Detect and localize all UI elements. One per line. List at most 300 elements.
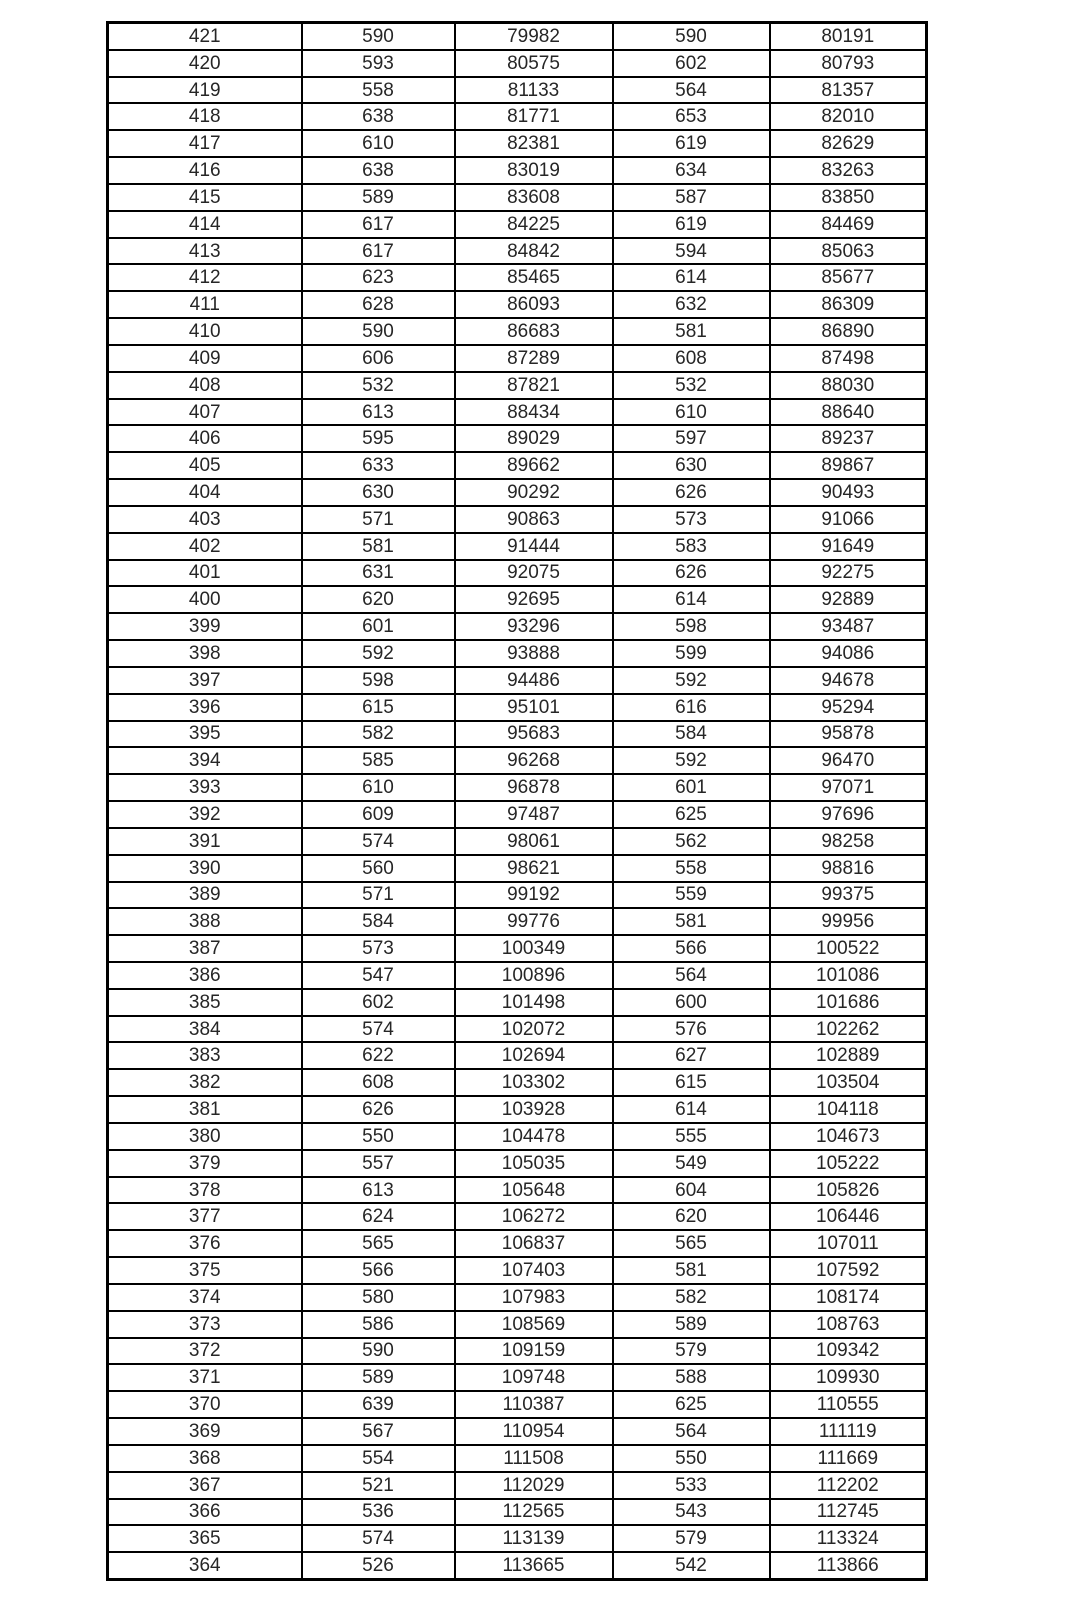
cell-cumulative-b: 99375 — [770, 882, 927, 909]
cell-cumulative-a: 81771 — [455, 103, 613, 130]
cell-cumulative-b: 111669 — [770, 1445, 927, 1472]
cell-count-a: 560 — [302, 855, 455, 882]
table-row — [108, 533, 927, 560]
cell-count-a: 595 — [302, 425, 455, 452]
cell-count-a: 628 — [302, 291, 455, 318]
cell-cumulative-a: 88434 — [455, 399, 613, 426]
table-row — [108, 77, 927, 104]
cell-count-b: 608 — [613, 345, 770, 372]
cell-cumulative-a: 103928 — [455, 1096, 613, 1123]
cell-cumulative-a: 90292 — [455, 479, 613, 506]
cell-cumulative-a: 86683 — [455, 318, 613, 345]
cell-count-b: 587 — [613, 184, 770, 211]
cell-count-a: 617 — [302, 238, 455, 265]
cell-cumulative-a: 109159 — [455, 1338, 613, 1365]
cell-cumulative-b: 98816 — [770, 855, 927, 882]
cell-cumulative-a: 112029 — [455, 1472, 613, 1499]
cell-cumulative-b: 112202 — [770, 1472, 927, 1499]
cell-score: 391 — [108, 828, 302, 855]
cell-count-b: 584 — [613, 721, 770, 748]
cell-count-b: 579 — [613, 1338, 770, 1365]
cell-cumulative-a: 94486 — [455, 667, 613, 694]
cell-count-b: 604 — [613, 1177, 770, 1204]
cell-count-a: 592 — [302, 640, 455, 667]
cell-count-a: 532 — [302, 372, 455, 399]
table-row — [108, 372, 927, 399]
cell-cumulative-b: 101686 — [770, 989, 927, 1016]
cell-count-a: 626 — [302, 1096, 455, 1123]
cell-score: 407 — [108, 399, 302, 426]
cell-cumulative-a: 99776 — [455, 908, 613, 935]
cell-cumulative-b: 103504 — [770, 1069, 927, 1096]
cell-cumulative-a: 89029 — [455, 425, 613, 452]
cell-count-a: 584 — [302, 908, 455, 935]
cell-score: 367 — [108, 1472, 302, 1499]
table-row — [108, 721, 927, 748]
cell-cumulative-a: 92075 — [455, 560, 613, 587]
cell-score: 369 — [108, 1418, 302, 1445]
cell-count-b: 592 — [613, 667, 770, 694]
cell-count-a: 609 — [302, 801, 455, 828]
table-row — [108, 1311, 927, 1338]
table-row — [108, 586, 927, 613]
cell-count-a: 521 — [302, 1472, 455, 1499]
cell-score: 398 — [108, 640, 302, 667]
table-row — [108, 908, 927, 935]
cell-count-a: 536 — [302, 1499, 455, 1526]
cell-cumulative-b: 88640 — [770, 399, 927, 426]
cell-cumulative-b: 92275 — [770, 560, 927, 587]
cell-score: 392 — [108, 801, 302, 828]
cell-cumulative-b: 81357 — [770, 77, 927, 104]
cell-count-a: 589 — [302, 184, 455, 211]
table-row — [108, 479, 927, 506]
cell-cumulative-b: 100522 — [770, 935, 927, 962]
cell-cumulative-a: 107983 — [455, 1284, 613, 1311]
table-row — [108, 238, 927, 265]
cell-cumulative-a: 96878 — [455, 774, 613, 801]
cell-cumulative-a: 105648 — [455, 1177, 613, 1204]
cell-count-b: 549 — [613, 1150, 770, 1177]
cell-cumulative-b: 83263 — [770, 157, 927, 184]
cell-cumulative-b: 97071 — [770, 774, 927, 801]
cell-cumulative-b: 109342 — [770, 1338, 927, 1365]
cell-cumulative-b: 85063 — [770, 238, 927, 265]
cell-count-a: 615 — [302, 694, 455, 721]
cell-cumulative-a: 95101 — [455, 694, 613, 721]
table-row — [108, 264, 927, 291]
cell-cumulative-a: 102694 — [455, 1042, 613, 1069]
cell-count-b: 626 — [613, 479, 770, 506]
cell-cumulative-a: 92695 — [455, 586, 613, 613]
cell-cumulative-b: 107592 — [770, 1257, 927, 1284]
cell-count-b: 565 — [613, 1230, 770, 1257]
cell-score: 379 — [108, 1150, 302, 1177]
cell-count-b: 614 — [613, 1096, 770, 1123]
cell-cumulative-b: 91066 — [770, 506, 927, 533]
cell-count-b: 550 — [613, 1445, 770, 1472]
cell-cumulative-a: 86093 — [455, 291, 613, 318]
cell-count-a: 557 — [302, 1150, 455, 1177]
cell-count-b: 653 — [613, 103, 770, 130]
cell-cumulative-b: 110555 — [770, 1391, 927, 1418]
table-row — [108, 103, 927, 130]
cell-score: 386 — [108, 962, 302, 989]
cell-score: 388 — [108, 908, 302, 935]
cell-count-b: 594 — [613, 238, 770, 265]
cell-score: 395 — [108, 721, 302, 748]
cell-score: 394 — [108, 747, 302, 774]
cell-count-a: 624 — [302, 1203, 455, 1230]
cell-count-a: 613 — [302, 1177, 455, 1204]
cell-count-b: 582 — [613, 1284, 770, 1311]
cell-cumulative-a: 112565 — [455, 1499, 613, 1526]
cell-cumulative-b: 82010 — [770, 103, 927, 130]
cell-score: 416 — [108, 157, 302, 184]
cell-cumulative-a: 82381 — [455, 130, 613, 157]
table-row — [108, 291, 927, 318]
cell-cumulative-b: 104118 — [770, 1096, 927, 1123]
table-row — [108, 1364, 927, 1391]
cell-cumulative-b: 105826 — [770, 1177, 927, 1204]
cell-count-b: 619 — [613, 130, 770, 157]
table-row — [108, 694, 927, 721]
cell-cumulative-b: 80793 — [770, 50, 927, 77]
cell-score: 368 — [108, 1445, 302, 1472]
cell-count-b: 599 — [613, 640, 770, 667]
cell-count-b: 532 — [613, 372, 770, 399]
cell-cumulative-b: 102889 — [770, 1042, 927, 1069]
cell-cumulative-b: 105222 — [770, 1150, 927, 1177]
cell-count-b: 601 — [613, 774, 770, 801]
cell-cumulative-a: 109748 — [455, 1364, 613, 1391]
cell-cumulative-a: 95683 — [455, 721, 613, 748]
cell-count-b: 602 — [613, 50, 770, 77]
cell-cumulative-a: 105035 — [455, 1150, 613, 1177]
cell-score: 374 — [108, 1284, 302, 1311]
cell-count-a: 558 — [302, 77, 455, 104]
cell-cumulative-a: 111508 — [455, 1445, 613, 1472]
cell-count-a: 617 — [302, 211, 455, 238]
cell-count-a: 639 — [302, 1391, 455, 1418]
table-row — [108, 640, 927, 667]
cell-cumulative-a: 83019 — [455, 157, 613, 184]
cell-score: 389 — [108, 882, 302, 909]
cell-score: 371 — [108, 1364, 302, 1391]
cell-count-b: 625 — [613, 801, 770, 828]
table-row — [108, 801, 927, 828]
cell-cumulative-b: 85677 — [770, 264, 927, 291]
cell-count-a: 566 — [302, 1257, 455, 1284]
cell-score: 397 — [108, 667, 302, 694]
cell-score: 409 — [108, 345, 302, 372]
cell-count-b: 592 — [613, 747, 770, 774]
cell-score: 384 — [108, 1016, 302, 1043]
table-row — [108, 855, 927, 882]
cell-cumulative-a: 110387 — [455, 1391, 613, 1418]
cell-count-b: 558 — [613, 855, 770, 882]
cell-cumulative-b: 109930 — [770, 1364, 927, 1391]
table-row — [108, 1552, 927, 1579]
cell-cumulative-a: 85465 — [455, 264, 613, 291]
cell-cumulative-a: 97487 — [455, 801, 613, 828]
cell-cumulative-a: 87289 — [455, 345, 613, 372]
table-row — [108, 1150, 927, 1177]
table-row — [108, 1338, 927, 1365]
table-row — [108, 1177, 927, 1204]
cell-cumulative-a: 93888 — [455, 640, 613, 667]
table-row — [108, 882, 927, 909]
cell-cumulative-b: 102262 — [770, 1016, 927, 1043]
table-row — [108, 1472, 927, 1499]
cell-cumulative-b: 86309 — [770, 291, 927, 318]
cell-cumulative-b: 95294 — [770, 694, 927, 721]
cell-cumulative-b: 88030 — [770, 372, 927, 399]
cell-score: 381 — [108, 1096, 302, 1123]
cell-score: 408 — [108, 372, 302, 399]
cell-count-b: 590 — [613, 23, 770, 50]
table-row — [108, 613, 927, 640]
cell-score: 382 — [108, 1069, 302, 1096]
cell-count-a: 589 — [302, 1364, 455, 1391]
table-row — [108, 774, 927, 801]
cell-score: 411 — [108, 291, 302, 318]
cell-count-a: 573 — [302, 935, 455, 962]
cell-count-b: 576 — [613, 1016, 770, 1043]
cell-cumulative-b: 113324 — [770, 1525, 927, 1552]
cell-count-b: 627 — [613, 1042, 770, 1069]
cell-count-b: 562 — [613, 828, 770, 855]
cell-score: 377 — [108, 1203, 302, 1230]
cell-score: 365 — [108, 1525, 302, 1552]
cell-score: 420 — [108, 50, 302, 77]
cell-cumulative-b: 83850 — [770, 184, 927, 211]
cell-cumulative-b: 112745 — [770, 1499, 927, 1526]
cell-count-a: 631 — [302, 560, 455, 587]
cell-cumulative-b: 94086 — [770, 640, 927, 667]
cell-count-a: 590 — [302, 1338, 455, 1365]
cell-count-b: 588 — [613, 1364, 770, 1391]
cell-cumulative-a: 81133 — [455, 77, 613, 104]
cell-cumulative-a: 106272 — [455, 1203, 613, 1230]
cell-count-b: 630 — [613, 452, 770, 479]
cell-score: 401 — [108, 560, 302, 587]
cell-count-b: 564 — [613, 77, 770, 104]
cell-count-b: 581 — [613, 318, 770, 345]
cell-score: 414 — [108, 211, 302, 238]
cell-cumulative-a: 108569 — [455, 1311, 613, 1338]
cell-count-a: 554 — [302, 1445, 455, 1472]
cell-count-b: 581 — [613, 908, 770, 935]
cell-score: 393 — [108, 774, 302, 801]
cell-count-b: 614 — [613, 264, 770, 291]
cell-count-a: 638 — [302, 157, 455, 184]
cell-count-a: 590 — [302, 318, 455, 345]
cell-count-b: 615 — [613, 1069, 770, 1096]
cell-count-a: 574 — [302, 828, 455, 855]
cell-cumulative-b: 86890 — [770, 318, 927, 345]
cell-count-b: 533 — [613, 1472, 770, 1499]
table-row — [108, 184, 927, 211]
score-segment-table — [106, 21, 928, 1581]
cell-score: 419 — [108, 77, 302, 104]
cell-count-a: 574 — [302, 1525, 455, 1552]
cell-count-a: 623 — [302, 264, 455, 291]
cell-count-b: 597 — [613, 425, 770, 452]
cell-cumulative-b: 107011 — [770, 1230, 927, 1257]
table-row — [108, 560, 927, 587]
cell-cumulative-b: 91649 — [770, 533, 927, 560]
cell-count-b: 542 — [613, 1552, 770, 1579]
cell-cumulative-a: 100896 — [455, 962, 613, 989]
table-row — [108, 989, 927, 1016]
cell-cumulative-b: 96470 — [770, 747, 927, 774]
cell-cumulative-b: 89237 — [770, 425, 927, 452]
cell-count-a: 633 — [302, 452, 455, 479]
cell-cumulative-a: 96268 — [455, 747, 613, 774]
cell-cumulative-b: 92889 — [770, 586, 927, 613]
cell-score: 380 — [108, 1123, 302, 1150]
cell-cumulative-b: 95878 — [770, 721, 927, 748]
cell-count-b: 589 — [613, 1311, 770, 1338]
cell-cumulative-a: 98061 — [455, 828, 613, 855]
cell-count-a: 581 — [302, 533, 455, 560]
cell-count-a: 571 — [302, 506, 455, 533]
cell-count-a: 598 — [302, 667, 455, 694]
cell-score: 404 — [108, 479, 302, 506]
cell-cumulative-a: 99192 — [455, 882, 613, 909]
table-row — [108, 318, 927, 345]
table-row — [108, 1069, 927, 1096]
cell-score: 375 — [108, 1257, 302, 1284]
cell-score: 376 — [108, 1230, 302, 1257]
cell-count-b: 564 — [613, 962, 770, 989]
table-row — [108, 1123, 927, 1150]
table-row — [108, 1525, 927, 1552]
cell-count-a: 593 — [302, 50, 455, 77]
cell-count-b: 573 — [613, 506, 770, 533]
cell-cumulative-a: 113139 — [455, 1525, 613, 1552]
table-row — [108, 1230, 927, 1257]
cell-count-a: 602 — [302, 989, 455, 1016]
cell-score: 402 — [108, 533, 302, 560]
table-row — [108, 157, 927, 184]
score-table-body — [108, 23, 927, 1580]
cell-count-a: 586 — [302, 1311, 455, 1338]
cell-count-b: 564 — [613, 1418, 770, 1445]
cell-count-b: 555 — [613, 1123, 770, 1150]
cell-count-b: 583 — [613, 533, 770, 560]
cell-count-b: 579 — [613, 1525, 770, 1552]
cell-cumulative-b: 89867 — [770, 452, 927, 479]
cell-count-a: 580 — [302, 1284, 455, 1311]
cell-count-b: 543 — [613, 1499, 770, 1526]
cell-count-a: 565 — [302, 1230, 455, 1257]
cell-count-a: 638 — [302, 103, 455, 130]
table-row — [108, 1042, 927, 1069]
cell-score: 383 — [108, 1042, 302, 1069]
cell-cumulative-a: 83608 — [455, 184, 613, 211]
cell-cumulative-a: 102072 — [455, 1016, 613, 1043]
table-row — [108, 1203, 927, 1230]
cell-count-a: 574 — [302, 1016, 455, 1043]
cell-count-b: 610 — [613, 399, 770, 426]
cell-score: 417 — [108, 130, 302, 157]
cell-count-b: 626 — [613, 560, 770, 587]
cell-score: 410 — [108, 318, 302, 345]
table-row — [108, 1499, 927, 1526]
cell-cumulative-b: 93487 — [770, 613, 927, 640]
cell-count-a: 567 — [302, 1418, 455, 1445]
cell-count-a: 608 — [302, 1069, 455, 1096]
cell-cumulative-b: 99956 — [770, 908, 927, 935]
cell-score: 364 — [108, 1552, 302, 1579]
cell-count-a: 620 — [302, 586, 455, 613]
cell-score: 385 — [108, 989, 302, 1016]
cell-count-a: 630 — [302, 479, 455, 506]
cell-cumulative-a: 110954 — [455, 1418, 613, 1445]
cell-cumulative-b: 97696 — [770, 801, 927, 828]
cell-count-a: 610 — [302, 130, 455, 157]
cell-cumulative-a: 106837 — [455, 1230, 613, 1257]
cell-cumulative-b: 84469 — [770, 211, 927, 238]
cell-count-b: 600 — [613, 989, 770, 1016]
cell-count-a: 606 — [302, 345, 455, 372]
cell-cumulative-a: 87821 — [455, 372, 613, 399]
table-row — [108, 130, 927, 157]
cell-cumulative-b: 80191 — [770, 23, 927, 50]
cell-cumulative-b: 104673 — [770, 1123, 927, 1150]
cell-cumulative-b: 111119 — [770, 1418, 927, 1445]
cell-cumulative-b: 108174 — [770, 1284, 927, 1311]
cell-cumulative-b: 90493 — [770, 479, 927, 506]
table-row — [108, 962, 927, 989]
cell-score: 390 — [108, 855, 302, 882]
table-row — [108, 345, 927, 372]
table-row — [108, 23, 927, 50]
cell-count-a: 571 — [302, 882, 455, 909]
cell-score: 413 — [108, 238, 302, 265]
cell-score: 396 — [108, 694, 302, 721]
cell-count-a: 622 — [302, 1042, 455, 1069]
cell-count-a: 582 — [302, 721, 455, 748]
cell-cumulative-a: 98621 — [455, 855, 613, 882]
cell-cumulative-a: 79982 — [455, 23, 613, 50]
cell-cumulative-b: 108763 — [770, 1311, 927, 1338]
cell-score: 372 — [108, 1338, 302, 1365]
cell-count-a: 550 — [302, 1123, 455, 1150]
table-row — [108, 506, 927, 533]
cell-count-a: 613 — [302, 399, 455, 426]
table-row — [108, 1016, 927, 1043]
cell-score: 399 — [108, 613, 302, 640]
cell-cumulative-a: 113665 — [455, 1552, 613, 1579]
cell-cumulative-b: 87498 — [770, 345, 927, 372]
table-row — [108, 1445, 927, 1472]
cell-count-b: 566 — [613, 935, 770, 962]
cell-cumulative-b: 106446 — [770, 1203, 927, 1230]
table-row — [108, 747, 927, 774]
cell-cumulative-b: 101086 — [770, 962, 927, 989]
cell-count-b: 620 — [613, 1203, 770, 1230]
cell-score: 366 — [108, 1499, 302, 1526]
cell-count-a: 585 — [302, 747, 455, 774]
cell-score: 403 — [108, 506, 302, 533]
cell-count-a: 526 — [302, 1552, 455, 1579]
cell-score: 412 — [108, 264, 302, 291]
table-row — [108, 50, 927, 77]
table-row — [108, 828, 927, 855]
